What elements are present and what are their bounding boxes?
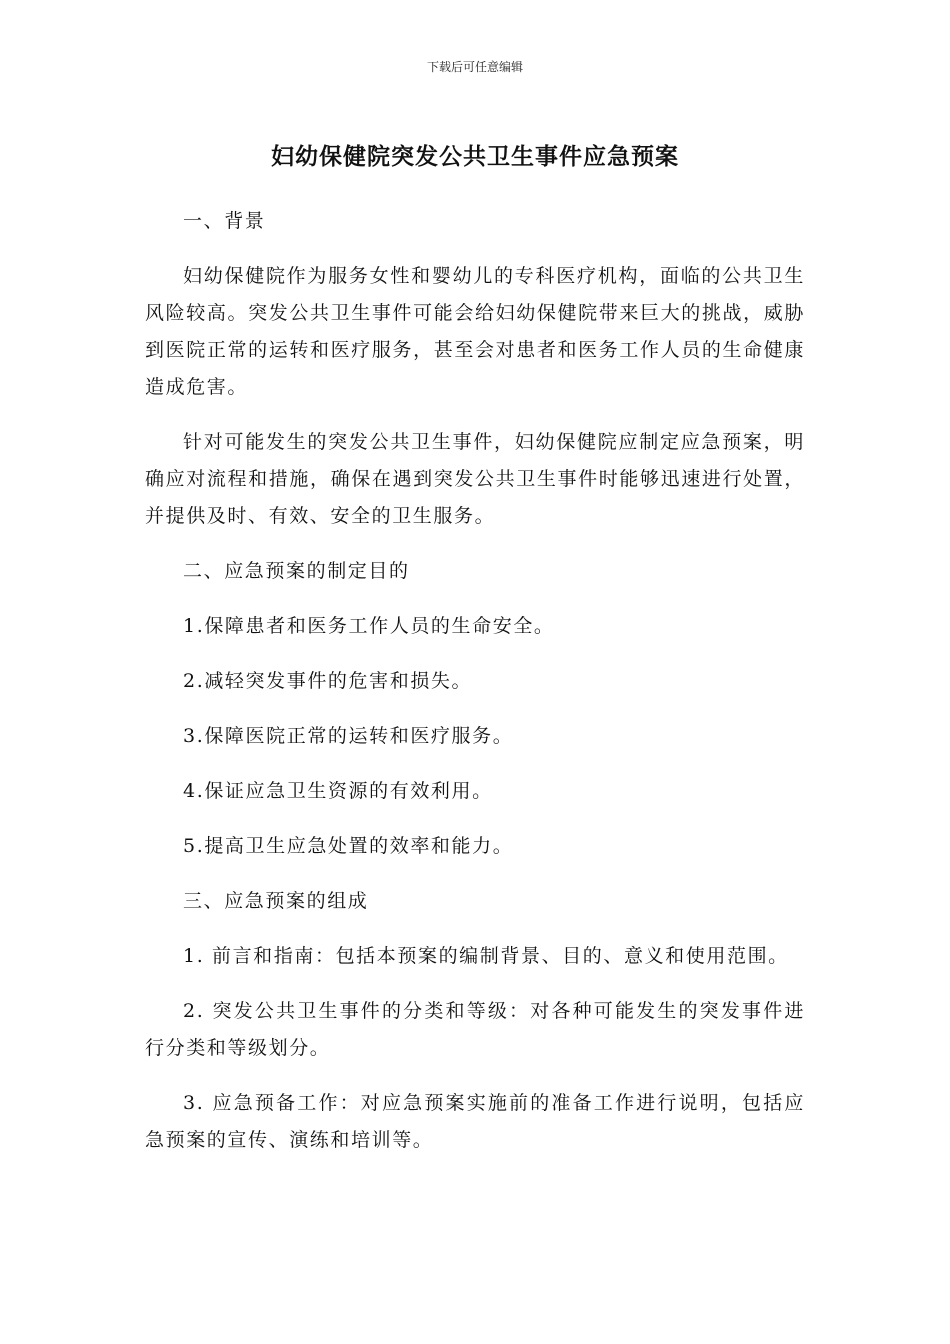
paragraph-background-1: 妇幼保健院作为服务女性和婴幼儿的专科医疗机构，面临的公共卫生风险较高。突发公共卫生事件可能会给妇幼保健院带来巨大的挑战，威胁到医院正常的运转和医疗服务，甚至会对患者和医务工作人员的生命健康造成危害。 [145,265,805,398]
list-item-purpose-4: 4.保证应急卫生资源的有效利用。 [183,780,493,802]
list-item-composition-2: 2. 突发公共卫生事件的分类和等级：对各种可能发生的突发事件进行分类和等级划分。 [145,1000,805,1059]
list-item-purpose-5: 5.提高卫生应急处置的效率和能力。 [183,835,514,857]
document-body [145,203,805,1159]
list-item-purpose-1: 1.保障患者和医务工作人员的生命安全。 [183,615,555,637]
document-title: 妇幼保健院突发公共卫生事件应急预案 [271,144,679,170]
section-heading-composition: 三、应急预案的组成 [183,890,369,912]
section-heading-background: 一、背景 [183,210,266,232]
list-item-purpose-3: 3.保障医院正常的运转和医疗服务。 [183,725,514,747]
list-item-composition-1: 1. 前言和指南：包括本预案的编制背景、目的、意义和使用范围。 [183,945,789,967]
section-heading-purpose: 二、应急预案的制定目的 [183,560,410,582]
list-item-composition-3: 3. 应急预备工作：对应急预案实施前的准备工作进行说明，包括应急预案的宣传、演练和培训等。 [145,1092,805,1151]
paragraph-background-2: 针对可能发生的突发公共卫生事件，妇幼保健院应制定应急预案，明确应对流程和措施，确保在遇到突发公共卫生事件时能够迅速进行处置，并提供及时、有效、安全的卫生服务。 [145,431,805,527]
header-note: 下载后可任意编辑 [426,60,523,74]
list-item-purpose-2: 2.减轻突发事件的危害和损失。 [183,670,473,692]
